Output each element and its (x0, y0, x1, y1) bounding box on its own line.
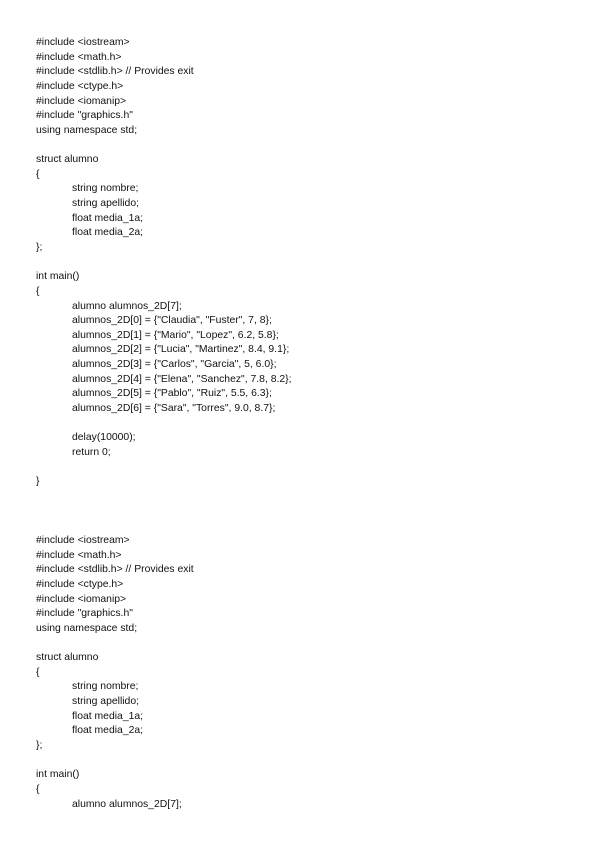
code-line: alumnos_2D[5] = {"Pablo", "Ruiz", 5.5, 6.3}; (72, 388, 272, 400)
code-line: }; (36, 739, 43, 751)
code-line: string apellido; (72, 198, 140, 210)
code-line: alumnos_2D[0] = {"Claudia", "Fuster", 7, 8}; (72, 315, 272, 327)
code-line (36, 138, 576, 153)
code-line: string nombre; (72, 183, 139, 195)
code-line: float media_1a; (72, 212, 144, 224)
code-line: struct alumno (36, 652, 99, 664)
code-line: #include "graphics.h" (36, 110, 133, 122)
code-line: #include <stdlib.h> // Provides exit (36, 66, 194, 78)
code-line: { (36, 783, 40, 795)
code-line: alumnos_2D[1] = {"Mario", "Lopez", 6.2, 5.8}; (72, 329, 279, 341)
code-line (36, 256, 576, 271)
code-line: alumno alumnos_2D[7]; (72, 300, 182, 312)
code-line: alumnos_2D[3] = {"Carlos", "Garcia", 5, 6.0}; (72, 359, 277, 371)
code-line: return 0; (72, 446, 111, 458)
code-line (36, 417, 576, 432)
code-line: #include "graphics.h" (36, 608, 133, 620)
code-line: using namespace std; (36, 124, 138, 136)
code-line: #include <stdlib.h> // Provides exit (36, 564, 194, 576)
code-line: #include <math.h> (36, 51, 122, 63)
code-line: string nombre; (72, 681, 139, 693)
code-line: #include <ctype.h> (36, 578, 124, 590)
code-line: { (36, 168, 40, 180)
code-line: #include <ctype.h> (36, 80, 124, 92)
code-line: int main() (36, 271, 80, 283)
code-block-1 (36, 36, 576, 490)
code-line (36, 461, 576, 476)
code-line: #include <iostream> (36, 535, 130, 546)
code-line: #include <iomanip> (36, 95, 127, 107)
code-line: alumnos_2D[4] = {"Elena", "Sanchez", 7.8, 8.2}; (72, 373, 292, 385)
code-line: float media_1a; (72, 710, 144, 722)
code-line: int main() (36, 769, 80, 781)
code-line: #include <iostream> (36, 37, 130, 48)
code-line (36, 636, 576, 651)
code-line: float media_2a; (72, 227, 144, 239)
code-line: { (36, 666, 40, 678)
code-line: using namespace std; (36, 622, 138, 634)
code-line: alumno alumnos_2D[7]; (72, 798, 182, 810)
code-line: float media_2a; (72, 725, 144, 737)
code-line (36, 754, 576, 769)
code-line: #include <math.h> (36, 549, 122, 561)
code-line: } (36, 476, 40, 488)
code-line: struct alumno (36, 154, 99, 166)
code-line: alumnos_2D[6] = {"Sara", "Torres", 9.0, 8.7}; (72, 403, 276, 415)
code-line: string apellido; (72, 696, 140, 708)
code-line: }; (36, 241, 43, 253)
code-line: delay(10000); (72, 432, 136, 444)
code-line: { (36, 285, 40, 297)
code-line: alumnos_2D[2] = {"Lucia", "Martinez", 8.4, 9.1}; (72, 344, 290, 356)
code-line: #include <iomanip> (36, 593, 127, 605)
code-block-2 (36, 534, 576, 812)
